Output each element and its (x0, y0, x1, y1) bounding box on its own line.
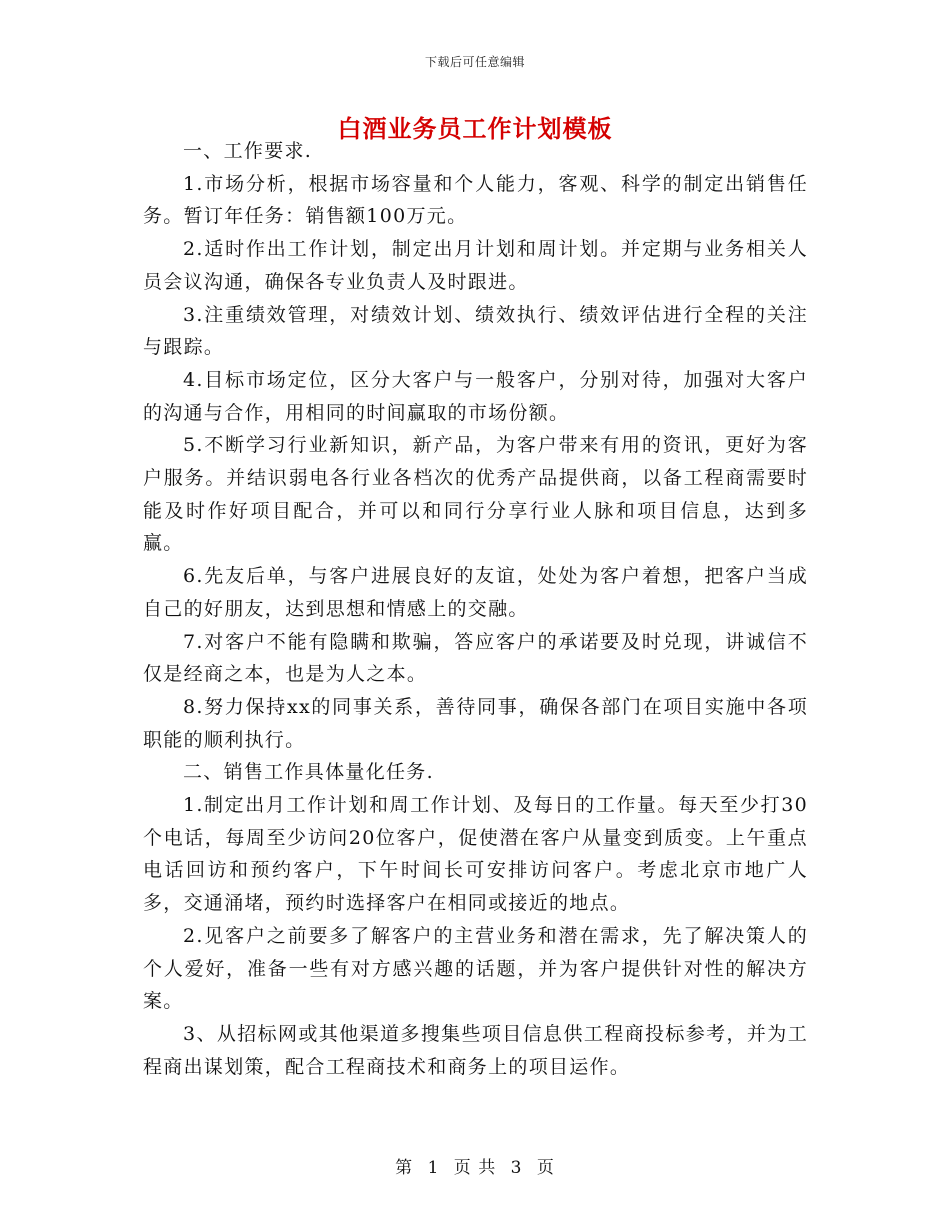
total-pages-number: 3 (510, 1158, 523, 1178)
paragraph: 2.见客户之前要多了解客户的主营业务和潜在需求，先了解决策人的个人爱好，准备一些有对方感兴趣的话题，并为客户提供针对性的解决方案。 (143, 924, 808, 1013)
document-body (143, 135, 808, 1083)
paragraph: 1.市场分析，根据市场容量和个人能力，客观、科学的制定出销售任务。暂订年任务：销售额100万元。 (143, 172, 808, 228)
paragraph: 5.不断学习行业新知识，新产品，为客户带来有用的资讯，更好为客户服务。并结识弱电各行业各档次的优秀产品提供商，以备工程商需要时能及时作好项目配合，并可以和同行分享行业人脉和项目信息，达到多赢。 (143, 434, 808, 555)
paragraph: 3.注重绩效管理，对绩效计划、绩效执行、绩效评估进行全程的关注与跟踪。 (143, 303, 808, 359)
paragraph: 7.对客户不能有隐瞒和欺骗，答应客户的承诺要及时兑现，讲诚信不仅是经商之本，也是为人之本。 (143, 630, 808, 686)
paragraph: 2.适时作出工作计划，制定出月计划和周计划。并定期与业务相关人员会议沟通，确保各专业负责人及时跟进。 (143, 238, 808, 293)
paragraph: 1.制定出月工作计划和周工作计划、及每日的工作量。每天至少打30个电话，每周至少访问20位客户，促使潜在客户从量变到质变。上午重点电话回访和预约客户，下午时间长可安排访问客户。考虑北京市地广人多，交通涌堵，预约时选择客户在相同或接近的地点。 (143, 794, 808, 915)
section-heading-tasks: 二、销售工作具体量化任务. (183, 761, 434, 784)
footer-word-page: 第 (395, 1158, 414, 1178)
section-heading-requirements: 一、工作要求. (183, 140, 313, 162)
footer-word-end: 页 (536, 1158, 555, 1178)
paragraph: 8.努力保持xx的同事关系，善待同事，确保各部门在项目实施中各项职能的顺利执行。 (143, 695, 808, 751)
current-page-number: 1 (427, 1158, 440, 1178)
paragraph: 4.目标市场定位，区分大客户与一般客户，分别对待，加强对大客户的沟通与合作，用相同的时间赢取的市场份额。 (143, 368, 808, 424)
footer-word-of: 页 共 (453, 1158, 497, 1178)
paragraph: 6.先友后单，与客户进展良好的友谊，处处为客户着想，把客户当成自己的好朋友，达到思想和情感上的交融。 (143, 565, 808, 620)
paragraph: 3、从招标网或其他渠道多搜集些项目信息供工程商投标参考，并为工程商出谋划策，配合工程商技术和商务上的项目运作。 (143, 1022, 808, 1078)
page-footer (0, 1153, 950, 1178)
document-title: 白酒业务员工作计划模板 (337, 114, 613, 143)
header-note: 下载后可任意编辑 (424, 55, 525, 69)
